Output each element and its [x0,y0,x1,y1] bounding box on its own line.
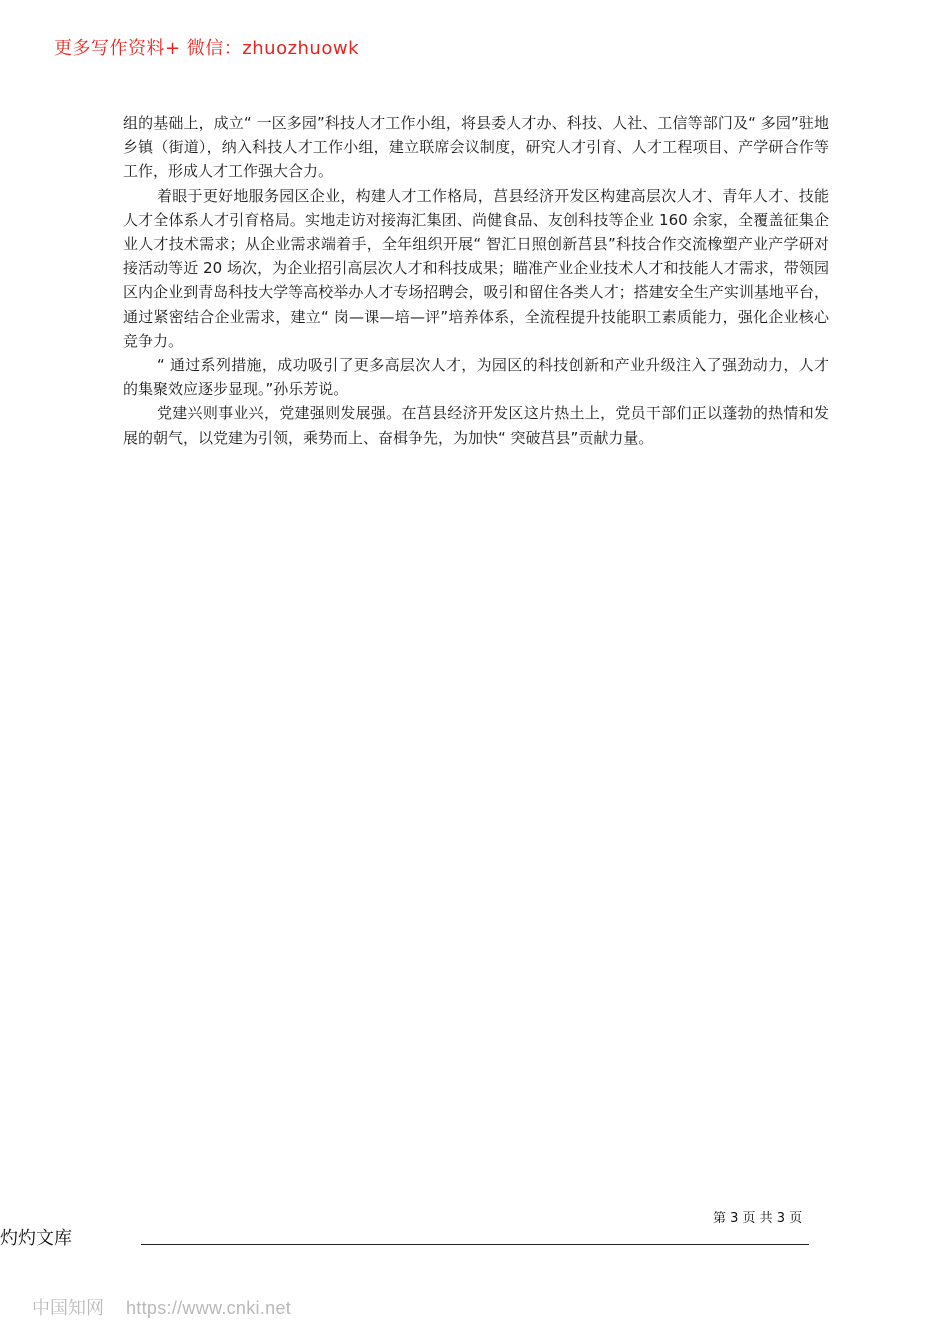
watermark-url: https://www.cnki.net [126,1298,292,1318]
watermark-name: 中国知网 [32,1298,104,1319]
paragraph-1: 组的基础上，成立“ 一区多园”科技人才工作小组，将县委人才办、科技、人社、工信等部门及“ 多园”驻地乡镇（街道），纳入科技人才工作小组，建立联席会议制度，研究人才引育、人才工程项目、产学研合作等工作，形成人才工作强大合力。 [123,114,829,181]
paragraph-4: 党建兴则事业兴，党建强则发展强。在莒县经济开发区这片热土上，党员干部们正以蓬勃的热情和发展的朝气，以党建为引领，乘势而上、奋楫争先，为加快“ 突破莒县”贡献力量。 [123,404,829,447]
footer-divider [141,1244,809,1245]
paragraph-3: “ 通过系列措施，成功吸引了更多高层次人才，为园区的科技创新和产业升级注入了强劲动力，人才的集聚效应逐步显现。”孙乐芳说。 [123,356,829,399]
footer-brand: 灼灼文库 [0,1228,72,1249]
article-body [123,111,829,450]
page-number: 第 3 页 共 3 页 [713,1211,803,1226]
watermark [32,1294,291,1320]
promo-banner: 更多写作资料+ 微信：zhuozhuowk [54,38,360,59]
paragraph-2: 着眼于更好地服务园区企业，构建人才工作格局，莒县经济开发区构建高层次人才、青年人才、技能人才全体系人才引育格局。实地走访对接海汇集团、尚健食品、友创科技等企业 160 余家，全覆盖征集企业人才技术需求；从企业需求端着手，全年组织开展“ 智汇日照创新莒县”科技合作交流橡塑产业产学研对接活动等近 20 场次，为企业招引高层次人才和科技成果；瞄准产业企业技术人才和技能人才需求，带领园区内企业到青岛科技大学等高校举办人才专场招聘会，吸引和留住各类人才；搭建安全生产实训基地平台，通过紧密结合企业需求，建立“ 岗—课—培—评”培养体系，全流程提升技能职工素质能力，强化企业核心竞争力。 [123,186,829,350]
